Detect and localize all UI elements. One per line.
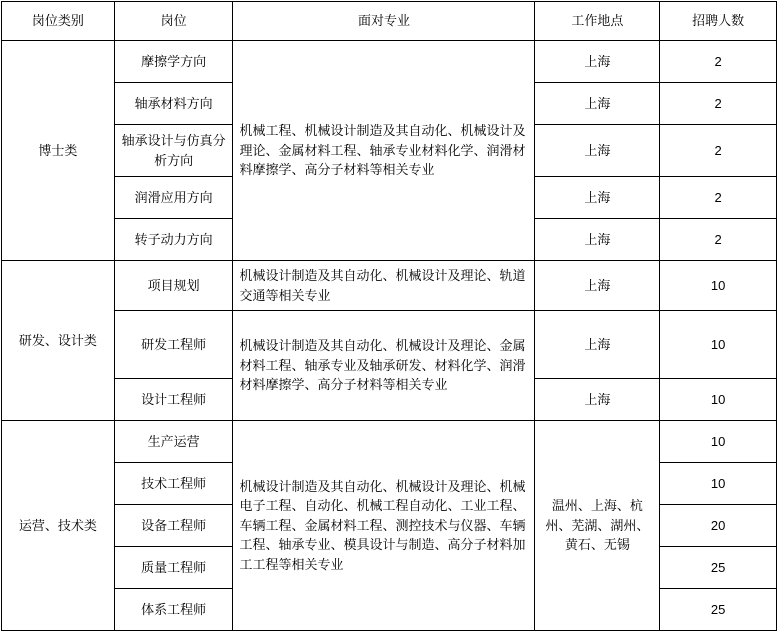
count-cell: 10 (660, 261, 777, 311)
location-cell: 上海 (535, 83, 660, 125)
count-cell: 20 (660, 505, 777, 547)
post-cell: 体系工程师 (114, 589, 233, 631)
post-cell: 转子动力方向 (114, 219, 233, 261)
table-row (2, 421, 777, 463)
location-cell: 上海 (535, 311, 660, 379)
post-cell: 设计工程师 (114, 379, 233, 421)
post-cell: 润滑应用方向 (114, 177, 233, 219)
post-cell: 轴承材料方向 (114, 83, 233, 125)
table-row (2, 311, 777, 379)
table-row (2, 41, 777, 83)
major-cell: 机械设计制造及其自动化、机械设计及理论、轨道交通等相关专业 (233, 261, 535, 311)
table-row (2, 261, 777, 311)
post-cell: 轴承设计与仿真分析方向 (114, 125, 233, 177)
location-cell: 温州、上海、杭州、芜湖、湖州、黄石、无锡 (535, 421, 660, 631)
location-cell: 上海 (535, 125, 660, 177)
table-header-row (2, 2, 777, 41)
category-cell: 博士类 (2, 41, 115, 261)
post-cell: 技术工程师 (114, 463, 233, 505)
count-cell: 2 (660, 125, 777, 177)
post-cell: 研发工程师 (114, 311, 233, 379)
post-cell: 项目规划 (114, 261, 233, 311)
count-cell: 10 (660, 463, 777, 505)
major-cell: 机械工程、机械设计制造及其自动化、机械设计及理论、金属材料工程、轴承专业材料化学、润滑材料摩擦学、高分子材料等相关专业 (233, 41, 535, 261)
post-cell: 摩擦学方向 (114, 41, 233, 83)
count-cell: 10 (660, 379, 777, 421)
header-post: 岗位 (114, 2, 233, 41)
post-cell: 设备工程师 (114, 505, 233, 547)
category-cell: 运营、技术类 (2, 421, 115, 631)
count-cell: 2 (660, 177, 777, 219)
count-cell: 2 (660, 41, 777, 83)
count-cell: 2 (660, 219, 777, 261)
category-cell: 研发、设计类 (2, 261, 115, 421)
location-cell: 上海 (535, 261, 660, 311)
location-cell: 上海 (535, 379, 660, 421)
count-cell: 25 (660, 589, 777, 631)
location-cell: 上海 (535, 41, 660, 83)
header-category: 岗位类别 (2, 2, 115, 41)
major-cell: 机械设计制造及其自动化、机械设计及理论、金属材料工程、轴承专业及轴承研发、材料化学、润滑材料摩擦学、高分子材料等相关专业 (233, 311, 535, 421)
count-cell: 25 (660, 547, 777, 589)
header-count: 招聘人数 (660, 2, 777, 41)
location-cell: 上海 (535, 219, 660, 261)
post-cell: 生产运营 (114, 421, 233, 463)
count-cell: 2 (660, 83, 777, 125)
header-major: 面对专业 (233, 2, 535, 41)
header-location: 工作地点 (535, 2, 660, 41)
post-cell: 质量工程师 (114, 547, 233, 589)
major-cell: 机械设计制造及其自动化、机械设计及理论、机械电子工程、自动化、机械工程自动化、工业工程、车辆工程、金属材料工程、测控技术与仪器、车辆工程、轴承专业、模具设计与制造、高分子材料加工工程等相关专业 (233, 421, 535, 631)
location-cell: 上海 (535, 177, 660, 219)
recruitment-table (1, 1, 777, 631)
count-cell: 10 (660, 311, 777, 379)
count-cell: 10 (660, 421, 777, 463)
